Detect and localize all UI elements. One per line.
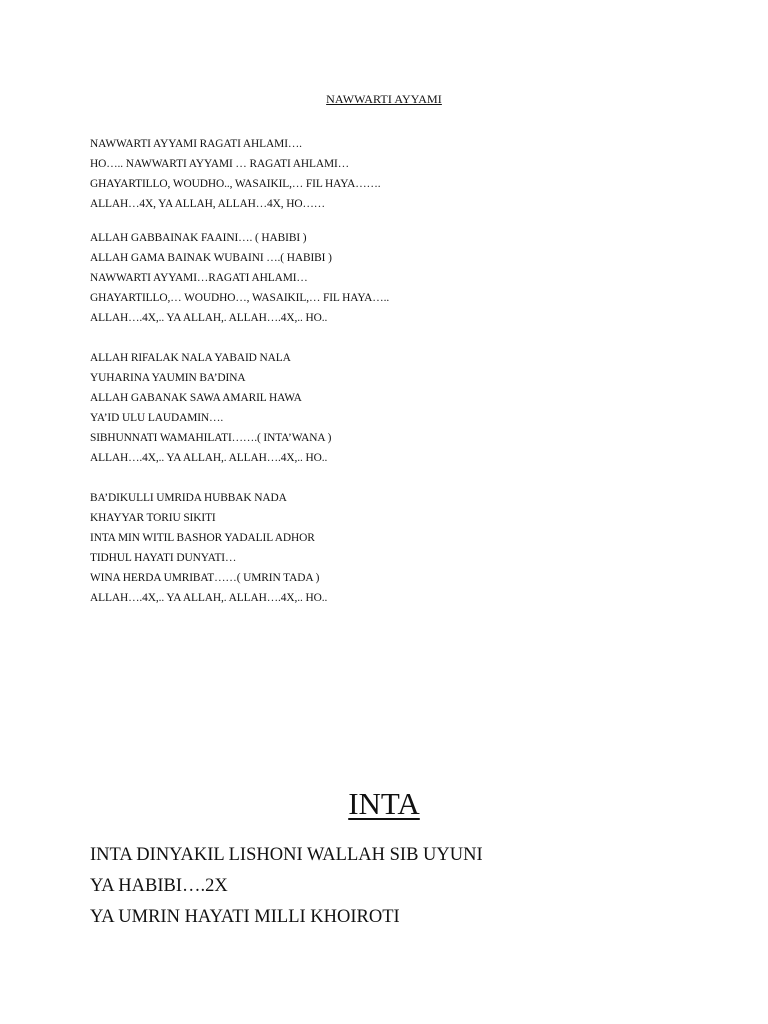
lyric-line: INTA MIN WITIL BASHOR YADALIL ADHOR: [90, 532, 315, 544]
lyric-line: ALLAH…4X, YA ALLAH, ALLAH…4X, HO……: [90, 198, 326, 210]
lyric-line: YA’ID ULU LAUDAMIN….: [90, 412, 224, 424]
lyric-line: ALLAH….4X,.. YA ALLAH,. ALLAH….4X,.. HO..: [90, 592, 328, 604]
inta-lyrics: [90, 840, 483, 933]
lyric-line: SIBHUNNATI WAMAHILATI…….( INTA’WANA ): [90, 432, 332, 444]
verse-2: [90, 228, 389, 328]
lyric-line: INTA DINYAKIL LISHONI WALLAH SIB UYUNI: [90, 845, 483, 865]
lyric-line: ALLAH GAMA BAINAK WUBAINI ….( HABIBI ): [90, 252, 332, 264]
verse-1: [90, 134, 381, 214]
song-title-nawwarti-ayyami: NAWWARTI AYYAMI: [326, 92, 442, 106]
song-title-inta: INTA: [348, 786, 420, 821]
lyric-line: ALLAH GABANAK SAWA AMARIL HAWA: [90, 392, 302, 404]
verse-4: [90, 488, 327, 608]
lyric-line: NAWWARTI AYYAMI RAGATI AHLAMI….: [90, 138, 302, 150]
lyric-line: GHAYARTILLO,… WOUDHO…, WASAIKIL,… FIL HAYA…..: [90, 292, 390, 304]
lyric-line: ALLAH….4X,.. YA ALLAH,. ALLAH….4X,.. HO..: [90, 452, 328, 464]
lyric-line: YA UMRIN HAYATI MILLI KHOIROTI: [90, 907, 400, 927]
lyric-line: BA’DIKULLI UMRIDA HUBBAK NADA: [90, 492, 287, 504]
lyric-line: YUHARINA YAUMIN BA’DINA: [90, 372, 246, 384]
lyric-line: ALLAH….4X,.. YA ALLAH,. ALLAH….4X,.. HO..: [90, 312, 328, 324]
lyric-line: KHAYYAR TORIU SIKITI: [90, 512, 216, 524]
verse-3: [90, 348, 331, 468]
lyric-line: ALLAH GABBAINAK FAAINI…. ( HABIBI ): [90, 232, 307, 244]
lyric-line: GHAYARTILLO, WOUDHO.., WASAIKIL,… FIL HAYA…….: [90, 178, 381, 190]
lyric-line: HO….. NAWWARTI AYYAMI … RAGATI AHLAMI…: [90, 158, 350, 170]
lyric-line: TIDHUL HAYATI DUNYATI…: [90, 552, 237, 564]
lyric-line: YA HABIBI….2X: [90, 876, 228, 896]
lyric-line: ALLAH RIFALAK NALA YABAID NALA: [90, 352, 291, 364]
lyric-line: WINA HERDA UMRIBAT……( UMRIN TADA ): [90, 572, 320, 584]
lyric-line: NAWWARTI AYYAMI…RAGATI AHLAMI…: [90, 272, 308, 284]
